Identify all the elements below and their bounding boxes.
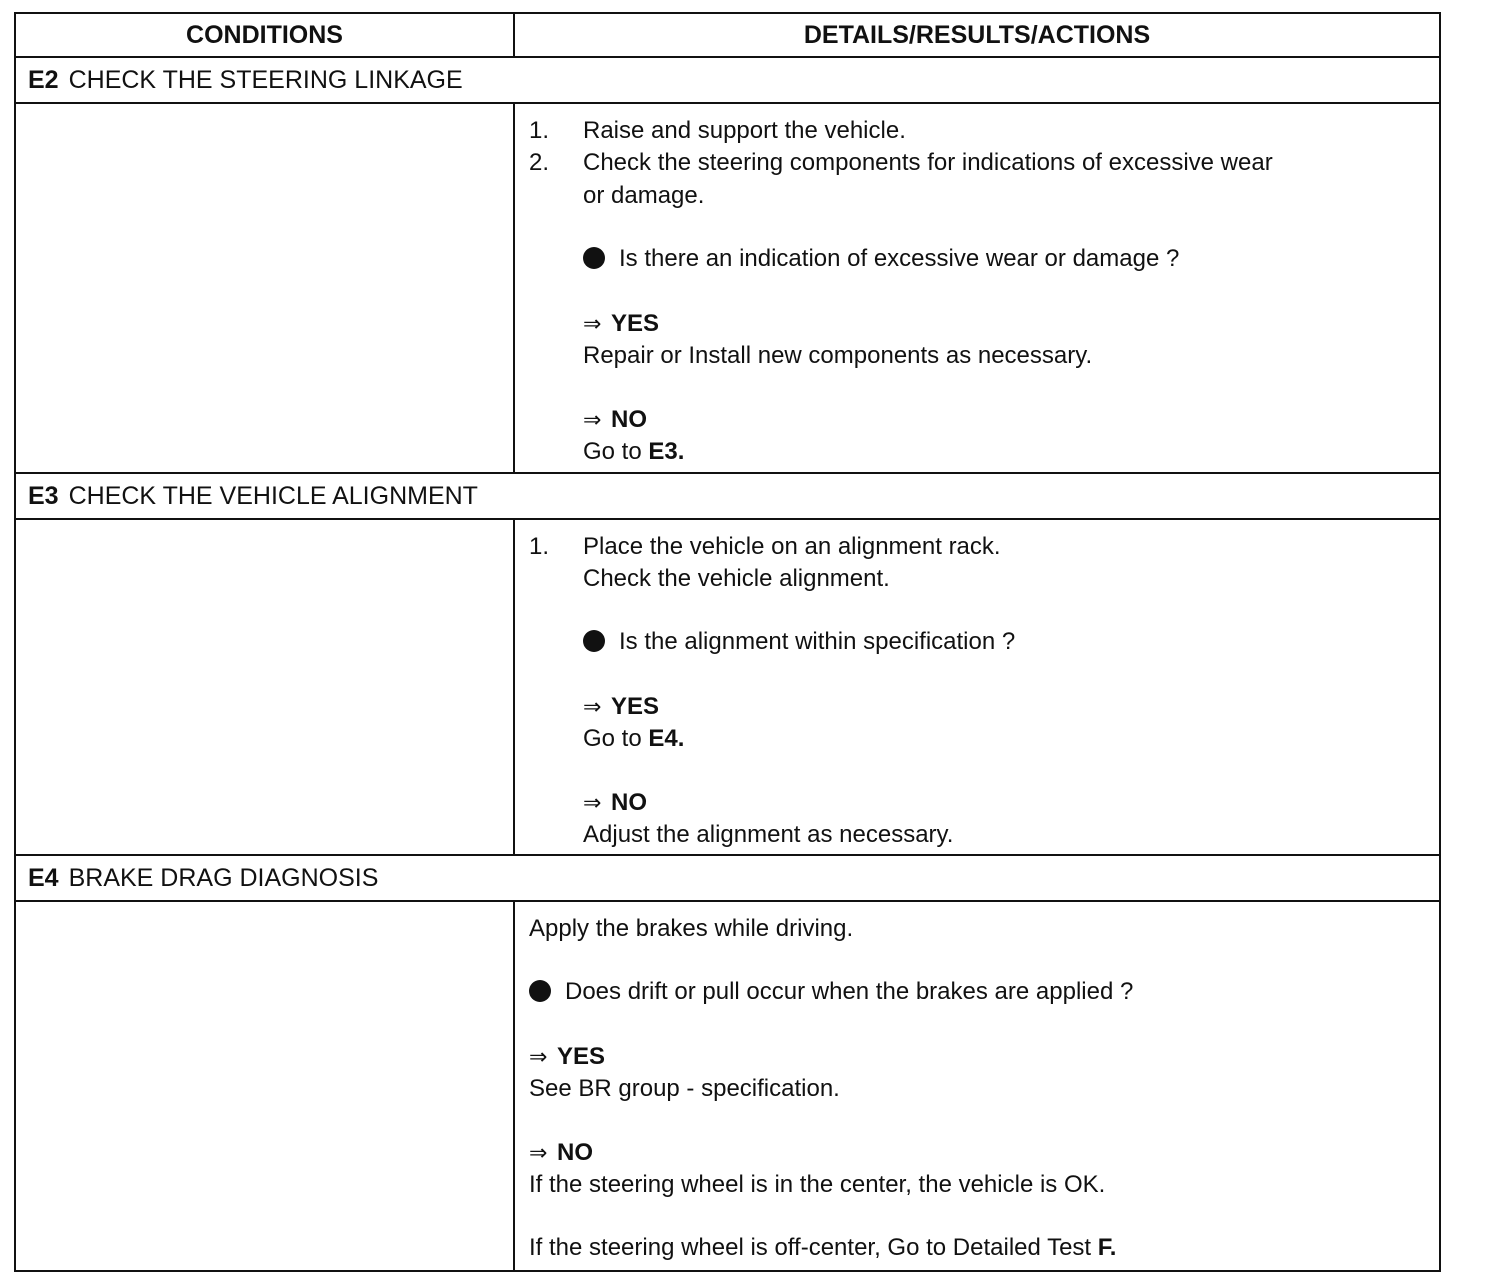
section-title-text: CHECK THE STEERING LINKAGE	[68, 65, 463, 94]
no-label: NO	[611, 406, 647, 433]
step-number: 1.	[529, 533, 550, 560]
no-action-text: Go to	[583, 438, 649, 465]
section-code: E2	[28, 65, 59, 94]
conditions-cell	[16, 104, 515, 472]
section-code: E3	[28, 481, 59, 510]
question	[583, 244, 1179, 274]
details-cell	[515, 104, 1439, 472]
section-e3-title	[16, 474, 1439, 520]
step-number: 1.	[529, 117, 550, 144]
table-header	[16, 14, 1439, 58]
step-text: or damage.	[583, 182, 705, 209]
no-action-target: E3.	[648, 438, 685, 465]
arrow-icon: ⇒	[529, 1140, 548, 1165]
section-e2-body	[16, 104, 1439, 474]
no-action-text: If the steering wheel is off-center, Go to Detailed Test	[529, 1234, 1098, 1261]
no-action: Adjust the alignment as necessary.	[583, 821, 954, 848]
section-e2-title	[16, 58, 1439, 104]
section-code: E4	[28, 863, 59, 892]
question-text: Does drift or pull occur when the brakes are applied ?	[565, 978, 1134, 1005]
question-text: Is the alignment within specification ?	[619, 628, 1016, 655]
details-cell	[515, 902, 1439, 1270]
yes-branch	[583, 692, 659, 722]
yes-action: Repair or Install new components as necessary.	[583, 342, 1093, 369]
section-e4-body	[16, 902, 1439, 1270]
yes-action: See BR group - specification.	[529, 1075, 840, 1102]
yes-branch	[529, 1042, 605, 1072]
yes-action-text: Go to	[583, 725, 649, 752]
arrow-icon: ⇒	[583, 790, 602, 815]
yes-action	[583, 724, 684, 754]
no-action	[529, 1233, 1116, 1263]
yes-branch	[583, 309, 659, 339]
no-label: NO	[557, 1139, 593, 1166]
header-details: DETAILS/RESULTS/ACTIONS	[803, 20, 1151, 49]
arrow-icon: ⇒	[583, 407, 602, 432]
no-label: NO	[611, 789, 647, 816]
question	[583, 627, 1015, 657]
step-text: Check the vehicle alignment.	[583, 565, 890, 592]
yes-label: YES	[611, 693, 660, 720]
bullet-icon	[529, 980, 551, 1002]
bullet-icon	[583, 630, 605, 652]
arrow-icon: ⇒	[583, 694, 602, 719]
bullet-icon	[583, 247, 605, 269]
details-cell	[515, 520, 1439, 854]
yes-label: YES	[611, 310, 660, 337]
no-branch	[583, 788, 647, 818]
step-text: Check the steering components for indications of excessive wear	[583, 149, 1273, 176]
step-text: Place the vehicle on an alignment rack.	[583, 533, 1001, 560]
section-e3-body	[16, 520, 1439, 856]
section-title-text: BRAKE DRAG DIAGNOSIS	[68, 863, 379, 892]
diagnostic-table	[14, 12, 1441, 1272]
header-conditions: CONDITIONS	[16, 14, 515, 56]
no-action-target: F.	[1097, 1234, 1117, 1261]
no-action: If the steering wheel is in the center, the vehicle is OK.	[529, 1171, 1106, 1198]
no-branch	[529, 1138, 593, 1168]
conditions-cell	[16, 902, 515, 1270]
section-e4-title	[16, 856, 1439, 902]
no-branch	[583, 405, 647, 435]
yes-action-target: E4.	[648, 725, 685, 752]
step-number: 2.	[529, 149, 550, 176]
yes-label: YES	[557, 1043, 606, 1070]
question-text: Is there an indication of excessive wear or damage ?	[619, 245, 1180, 272]
intro-text: Apply the brakes while driving.	[529, 915, 854, 942]
conditions-cell	[16, 520, 515, 854]
question	[529, 977, 1133, 1007]
section-title-text: CHECK THE VEHICLE ALIGNMENT	[68, 481, 478, 510]
no-action	[583, 437, 684, 467]
arrow-icon: ⇒	[583, 311, 602, 336]
step-text: Raise and support the vehicle.	[583, 117, 906, 144]
arrow-icon: ⇒	[529, 1044, 548, 1069]
